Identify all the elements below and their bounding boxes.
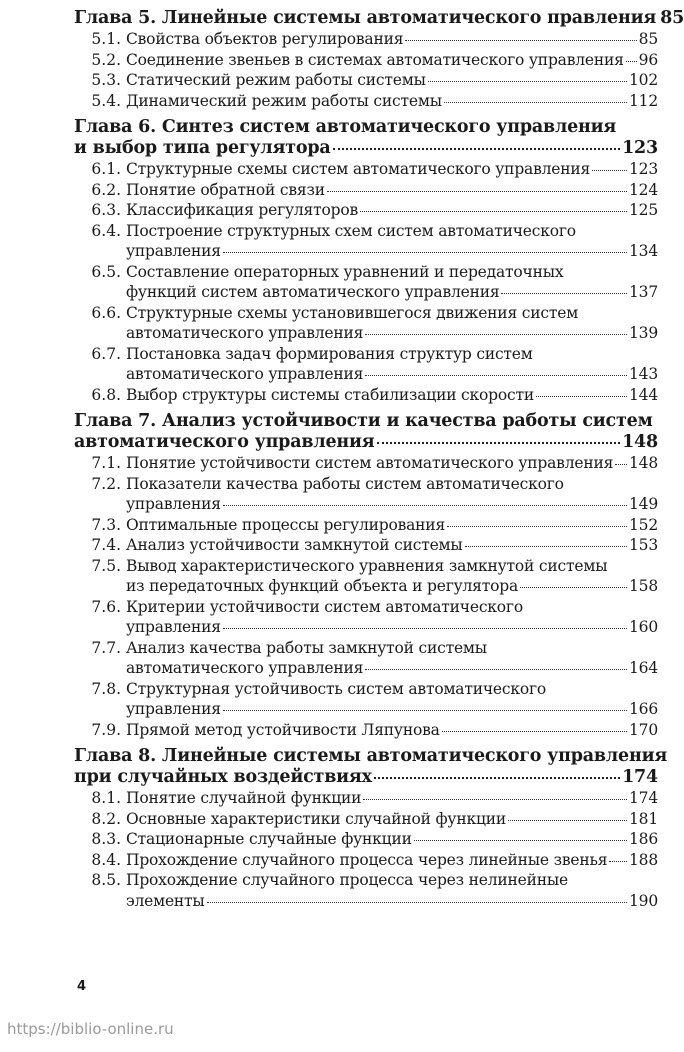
section-title-line [126, 788, 658, 809]
section-title-text: Выбор структуры системы стабилизации скорости [126, 385, 534, 404]
dot-leader [223, 504, 627, 506]
section-page-number: 153 [629, 536, 658, 554]
section-entry [74, 200, 658, 221]
section-title-text: управления [126, 495, 221, 513]
section-title-line [126, 597, 658, 618]
section-title-text: Понятие устойчивости систем автоматического управления [126, 454, 614, 472]
section-page-number: 170 [629, 720, 658, 739]
section-body [126, 809, 658, 830]
section-number: 6.4. [91, 221, 121, 240]
section-number: 5.2. [91, 50, 121, 69]
section-page-number: 143 [629, 365, 658, 383]
section-body [126, 385, 658, 406]
section-title-line [126, 850, 658, 871]
section-page-number: 102 [629, 71, 658, 89]
section-title-line [126, 829, 658, 850]
section-title-text: Показатели качества работы систем автоматического [126, 474, 564, 493]
section-title-line [126, 474, 658, 495]
chapter-title-line [74, 411, 658, 432]
section-body [126, 262, 658, 303]
section-title-line [126, 29, 658, 50]
section-entry [74, 29, 658, 50]
section-body [126, 638, 658, 679]
chapter-title-text: при случайных воздействиях [74, 767, 372, 787]
dot-leader [327, 190, 627, 192]
dot-leader [365, 374, 627, 376]
section-body [126, 474, 658, 515]
chapter-title-line [74, 138, 658, 159]
dot-leader [223, 709, 627, 711]
chapter-title-line [74, 117, 658, 138]
section-number: 8.5. [91, 871, 121, 889]
section-body [126, 200, 658, 221]
chapter-title-text: Глава 7. Анализ устойчивости и качества работы систем [74, 411, 653, 431]
table-of-contents [74, 8, 684, 911]
section-title-line [126, 262, 658, 283]
section-body [126, 556, 658, 597]
chapter-title-text: Глава 8. Линейные системы автоматического управления [74, 746, 668, 766]
section-entry [74, 679, 658, 720]
section-number: 5.1. [91, 30, 121, 48]
section-entry [74, 515, 658, 536]
section-title-text: Структурные схемы систем автоматического управления [126, 160, 591, 178]
section-title-line [126, 303, 658, 324]
section-title-line [126, 720, 658, 741]
section-title-line [126, 809, 658, 830]
section-title-line [126, 180, 658, 201]
section-page-number: 124 [629, 180, 658, 199]
section-number: 6.3. [91, 201, 121, 219]
section-entry [74, 474, 658, 515]
page-number: 4 [77, 979, 87, 994]
section-entry [74, 385, 658, 406]
chapter-title-line [74, 767, 658, 788]
section-title-text: Понятие случайной функции [126, 789, 362, 807]
dot-leader [365, 333, 627, 335]
section-entry [74, 638, 658, 679]
section-page-number: 174 [629, 789, 658, 807]
section-title-text: из передаточных функций объекта и регулятора [126, 577, 519, 595]
section-title-line [126, 70, 658, 91]
section-entry [74, 556, 658, 597]
section-title-text: Составление операторных уравнений и передаточных [126, 262, 564, 281]
section-number: 7.2. [91, 474, 121, 493]
section-title-text: управления [126, 242, 221, 260]
section-title-text: Основные характеристики случайной функции [126, 809, 506, 828]
section-title-line [126, 870, 658, 891]
chapter-page-number: 85 [660, 8, 684, 28]
section-body [126, 597, 658, 638]
chapter-entry [74, 411, 658, 740]
chapter-title-text: Глава 5. Линейные системы автоматического правления [74, 8, 657, 28]
section-page-number: 152 [629, 515, 658, 534]
section-page-number: 148 [629, 454, 658, 472]
section-title-line [126, 576, 658, 597]
section-number: 6.8. [91, 385, 121, 404]
chapter-title-line [74, 432, 658, 453]
section-title-line [126, 282, 658, 303]
section-entry [74, 159, 658, 180]
section-title-line [126, 535, 658, 556]
dot-leader [442, 730, 627, 732]
dot-leader [447, 525, 627, 527]
section-page-number: 164 [629, 659, 658, 677]
section-page-number: 190 [629, 891, 658, 910]
dot-leader [501, 292, 627, 294]
section-number: 5.3. [91, 71, 121, 89]
section-body [126, 159, 658, 180]
section-title-text: Прохождение случайного процесса через линейные звенья [126, 850, 608, 869]
section-title-line [126, 515, 658, 536]
dot-leader [465, 545, 627, 547]
dot-leader [428, 80, 627, 82]
section-entry [74, 303, 658, 344]
section-number: 7.5. [91, 556, 121, 575]
dot-leader [405, 39, 636, 41]
section-number: 8.1. [91, 789, 121, 807]
section-body [126, 850, 658, 871]
section-body [126, 870, 658, 911]
section-page-number: 186 [629, 830, 658, 848]
section-title-text: Классификация регуляторов [126, 201, 359, 219]
section-title-line [126, 200, 658, 221]
section-entry [74, 829, 658, 850]
section-body [126, 29, 658, 50]
section-title-text: Оптимальные процессы регулирования [126, 515, 446, 534]
section-page-number: 125 [629, 201, 658, 219]
section-title-text: Соединение звеньев в системах автоматического управления [126, 50, 624, 69]
section-number: 8.3. [91, 830, 121, 848]
section-body [126, 303, 658, 344]
section-title-line [126, 364, 658, 385]
section-entry [74, 180, 658, 201]
chapter-title-line [74, 8, 684, 29]
section-number: 6.7. [91, 344, 121, 363]
section-page-number: 158 [629, 577, 658, 595]
dot-leader [333, 147, 620, 150]
section-title-text: автоматического управления [126, 659, 364, 677]
section-entry [74, 809, 658, 830]
section-title-line [126, 679, 658, 700]
section-body [126, 788, 658, 809]
chapter-entry [74, 746, 668, 911]
section-title-line [126, 323, 658, 344]
section-title-line [126, 638, 658, 659]
section-title-line [126, 891, 658, 912]
section-title-text: Статический режим работы системы [126, 71, 426, 89]
section-title-line [126, 221, 658, 242]
chapter-entry [74, 8, 684, 111]
section-title-text: Анализ устойчивости замкнутой системы [126, 536, 463, 554]
section-number: 7.4. [91, 536, 121, 554]
dot-leader [414, 839, 627, 841]
dot-leader [363, 798, 627, 800]
section-title-text: Структурная устойчивость систем автоматического [126, 679, 547, 698]
section-entry [74, 850, 658, 871]
section-title-line [126, 91, 658, 112]
section-entry [74, 870, 658, 911]
section-number: 6.2. [91, 180, 121, 199]
section-page-number: 139 [629, 324, 658, 342]
section-title-text: Вывод характеристического уравнения замкнутой системы [126, 556, 608, 575]
section-title-text: Прямой метод устойчивости Ляпунова [126, 720, 440, 739]
section-body [126, 453, 658, 474]
section-title-text: Постановка задач формирования структур систем [126, 344, 533, 363]
section-number: 7.6. [91, 597, 121, 616]
section-title-text: Свойства объектов регулирования [126, 30, 404, 48]
section-number: 8.4. [91, 850, 121, 869]
chapter-title-text: Глава 6. Синтез систем автоматического управления [74, 117, 617, 137]
section-entry [74, 344, 658, 385]
section-body [126, 221, 658, 262]
section-body [126, 679, 658, 720]
section-page-number: 85 [638, 30, 658, 48]
section-entry [74, 50, 658, 71]
dot-leader [444, 101, 627, 103]
section-title-text: Построение структурных схем систем автоматического [126, 221, 576, 240]
section-entry [74, 788, 658, 809]
dot-leader [374, 776, 620, 779]
section-title-text: Критерии устойчивости систем автоматического [126, 597, 523, 616]
dot-leader [592, 169, 627, 171]
section-title-line [126, 159, 658, 180]
section-body [126, 720, 658, 741]
chapter-entry [74, 117, 658, 405]
section-number: 7.3. [91, 515, 121, 534]
dot-leader [377, 441, 621, 444]
dot-leader [626, 60, 637, 62]
dot-leader [360, 210, 627, 212]
section-entry [74, 70, 658, 91]
chapter-page-number: 123 [622, 138, 658, 158]
section-number: 7.8. [91, 679, 121, 698]
section-entry [74, 597, 658, 638]
section-entry [74, 535, 658, 556]
section-body [126, 50, 658, 71]
section-page-number: 160 [629, 618, 658, 636]
section-title-line [126, 494, 658, 515]
section-title-text: Понятие обратной связи [126, 180, 325, 199]
section-body [126, 829, 658, 850]
section-page-number: 181 [629, 809, 658, 828]
dot-leader [223, 251, 627, 253]
section-number: 7.1. [91, 454, 121, 472]
section-page-number: 134 [629, 242, 658, 260]
chapter-title-text: и выбор типа регулятора [74, 138, 331, 158]
section-body [126, 91, 658, 112]
section-title-text: автоматического управления [126, 324, 364, 342]
section-title-text: Динамический режим работы системы [126, 91, 442, 110]
section-number: 6.5. [91, 262, 121, 281]
section-number: 5.4. [91, 91, 121, 110]
section-entry [74, 91, 658, 112]
section-number: 8.2. [91, 809, 121, 828]
section-page-number: 96 [638, 50, 658, 69]
dot-leader [615, 463, 627, 465]
section-title-line [126, 241, 658, 262]
section-body [126, 180, 658, 201]
section-number: 6.1. [91, 160, 121, 178]
dot-leader [207, 901, 627, 903]
section-title-line [126, 658, 658, 679]
section-title-line [126, 344, 658, 365]
source-watermark: https://biblio-online.ru [7, 1020, 174, 1038]
section-page-number: 137 [629, 283, 658, 301]
section-body [126, 70, 658, 91]
section-title-line [126, 556, 658, 577]
section-title-line [126, 385, 658, 406]
dot-leader [520, 586, 627, 588]
section-page-number: 149 [629, 495, 658, 513]
section-entry [74, 453, 658, 474]
section-number: 7.9. [91, 720, 121, 739]
section-title-line [126, 617, 658, 638]
section-title-text: управления [126, 618, 221, 636]
section-body [126, 344, 658, 385]
dot-leader [365, 668, 627, 670]
dot-leader [536, 395, 627, 397]
section-number: 6.6. [91, 303, 121, 322]
section-entry [74, 720, 658, 741]
section-title-text: управления [126, 700, 221, 718]
dot-leader [223, 627, 627, 629]
chapter-page-number: 148 [622, 432, 658, 452]
section-entry [74, 221, 658, 262]
section-title-text: функций систем автоматического управления [126, 283, 500, 301]
chapter-page-number: 174 [622, 767, 658, 787]
section-page-number: 123 [629, 160, 658, 178]
section-title-line [126, 699, 658, 720]
section-page-number: 112 [629, 91, 658, 110]
chapter-title-line [74, 746, 668, 767]
section-title-text: Анализ качества работы замкнутой системы [126, 638, 487, 657]
section-title-line [126, 50, 658, 71]
section-page-number: 166 [629, 700, 658, 718]
section-title-text: Прохождение случайного процесса через нелинейные [126, 871, 568, 889]
section-page-number: 144 [629, 385, 658, 404]
chapter-title-text: автоматического управления [74, 432, 375, 452]
section-title-line [126, 453, 658, 474]
section-body [126, 515, 658, 536]
section-title-text: Структурные схемы установившегося движения систем [126, 303, 579, 322]
section-page-number: 188 [629, 850, 658, 869]
dot-leader [609, 860, 627, 862]
section-title-text: Стационарные случайные функции [126, 830, 412, 848]
dot-leader [508, 819, 627, 821]
section-number: 7.7. [91, 638, 121, 657]
section-entry [74, 262, 658, 303]
section-title-text: элементы [126, 891, 205, 910]
section-title-text: автоматического управления [126, 365, 364, 383]
section-body [126, 535, 658, 556]
